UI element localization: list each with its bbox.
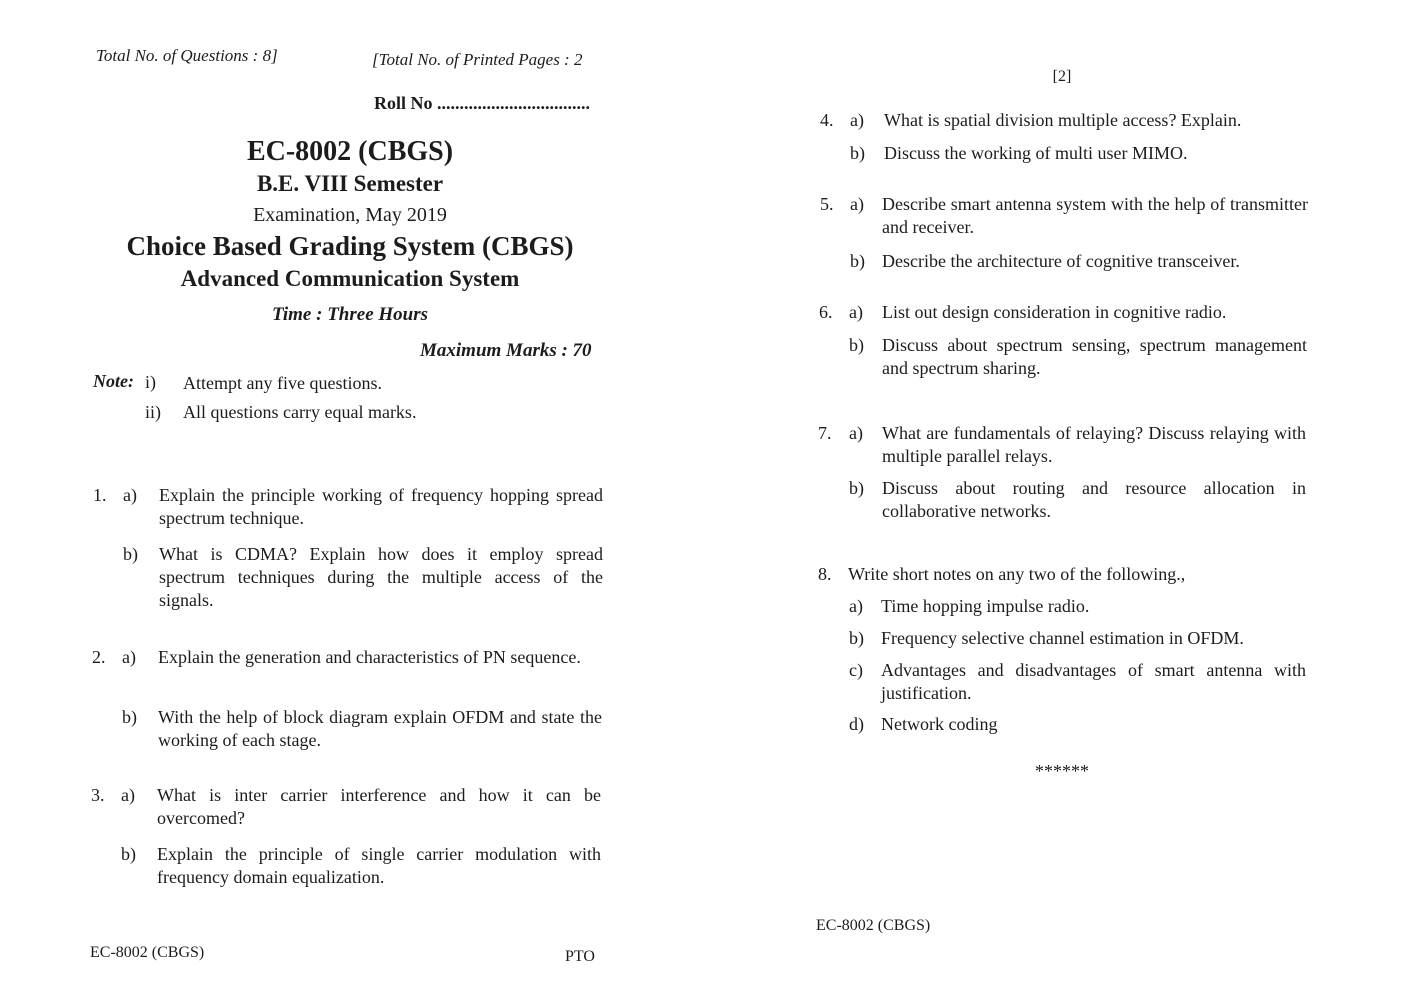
question-4b [820, 142, 1310, 168]
part-label: b) [121, 844, 136, 864]
question-2a [92, 646, 604, 696]
question-number: 8. [818, 564, 832, 584]
paper-code: EC-8002 (CBGS) [246, 136, 454, 167]
semester: B.E. VIII Semester [256, 171, 444, 196]
question-5a [820, 193, 1310, 243]
roll-no: Roll No .................................. [374, 93, 590, 113]
question-1b [93, 543, 605, 613]
question-text: What is inter carrier interference and how it can be overcomed? [157, 785, 601, 828]
question-text: Discuss about spectrum sensing, spectrum management and spectrum sharing. [882, 335, 1307, 378]
subject-title: Advanced Communication System [180, 266, 520, 291]
question-text: Describe smart antenna system with the help of transmitter and receiver. [882, 194, 1308, 237]
question-number: 5. [820, 194, 834, 214]
part-label: b) [849, 478, 864, 498]
question-text: Frequency selective channel estimation in OFDM. [881, 628, 1244, 648]
question-8b [818, 627, 1308, 653]
part-label: a) [122, 647, 136, 667]
question-7b [818, 477, 1308, 527]
question-number: 4. [820, 110, 834, 130]
footer-code: EC-8002 (CBGS) [816, 917, 931, 934]
right-page [702, 0, 1404, 992]
page-number: [2] [1052, 68, 1072, 85]
question-8-stem [818, 563, 1308, 589]
question-number: 7. [818, 423, 832, 443]
grading-system: Choice Based Grading System (CBGS) [126, 231, 574, 261]
question-text: Discuss the working of multi user MIMO. [884, 143, 1188, 163]
note-2-text: All questions carry equal marks. [183, 402, 417, 422]
question-6b [819, 334, 1309, 384]
question-text: Time hopping impulse radio. [881, 596, 1090, 616]
question-8c [818, 659, 1308, 709]
part-label: b) [123, 544, 138, 564]
question-text: Discuss about routing and resource allocation in collaborative networks. [882, 478, 1306, 521]
part-label: b) [849, 628, 864, 648]
question-text: Explain the principle working of frequency hopping spread spectrum technique. [159, 485, 603, 528]
question-3a [91, 784, 603, 834]
part-label: b) [850, 143, 865, 163]
part-label: a) [849, 423, 863, 443]
part-label: a) [123, 485, 137, 505]
question-text: Write short notes on any two of the following., [848, 564, 1186, 584]
question-number: 3. [91, 785, 105, 805]
question-3b [91, 843, 603, 893]
question-4a [820, 109, 1310, 135]
part-label: a) [850, 110, 864, 130]
part-label: c) [849, 660, 863, 680]
note-1-num: i) [145, 372, 156, 392]
question-5b [820, 250, 1310, 276]
part-label: b) [849, 335, 864, 355]
question-text: List out design consideration in cognitive radio. [882, 302, 1227, 322]
question-1a [93, 484, 605, 534]
part-label: b) [850, 251, 865, 271]
question-text: What is CDMA? Explain how does it employ spread spectrum techniques during the multiple access of the signals. [159, 544, 603, 610]
note-label: Note: [93, 371, 134, 391]
total-questions: Total No. of Questions : 8] [96, 46, 278, 65]
question-7a [818, 422, 1308, 472]
question-text: What is spatial division multiple access? Explain. [884, 110, 1242, 130]
question-text: Describe the architecture of cognitive transceiver. [882, 251, 1240, 271]
part-label: a) [850, 194, 864, 214]
part-label: a) [121, 785, 135, 805]
question-text: With the help of block diagram explain OFDM and state the working of each stage. [158, 707, 602, 750]
footer-pto: PTO [565, 948, 595, 965]
question-number: 2. [92, 647, 106, 667]
question-6a [819, 301, 1309, 327]
max-marks: Maximum Marks : 70 [420, 340, 592, 361]
question-number: 1. [93, 485, 107, 505]
question-text: Advantages and disadvantages of smart antenna with justification. [881, 660, 1306, 703]
end-mark: ****** [1035, 761, 1089, 781]
total-pages: [Total No. of Printed Pages : 2 [372, 50, 583, 69]
part-label: b) [122, 707, 137, 727]
footer-code: EC-8002 (CBGS) [90, 944, 205, 961]
time-allowed: Time : Three Hours [271, 304, 429, 325]
note-1-text: Attempt any five questions. [183, 373, 382, 393]
question-text: Network coding [881, 714, 998, 734]
question-8a [818, 595, 1308, 621]
note-2-num: ii) [145, 402, 161, 422]
question-2b [92, 706, 604, 756]
question-8d [818, 713, 1308, 739]
question-text: Explain the generation and characteristics of PN sequence. [158, 647, 581, 667]
question-text: Explain the principle of single carrier modulation with frequency domain equalization. [157, 844, 601, 887]
question-number: 6. [819, 302, 833, 322]
question-text: What are fundamentals of relaying? Discuss relaying with multiple parallel relays. [882, 423, 1306, 466]
exam-session: Examination, May 2019 [253, 204, 447, 226]
part-label: d) [849, 714, 864, 734]
part-label: a) [849, 596, 863, 616]
part-label: a) [849, 302, 863, 322]
